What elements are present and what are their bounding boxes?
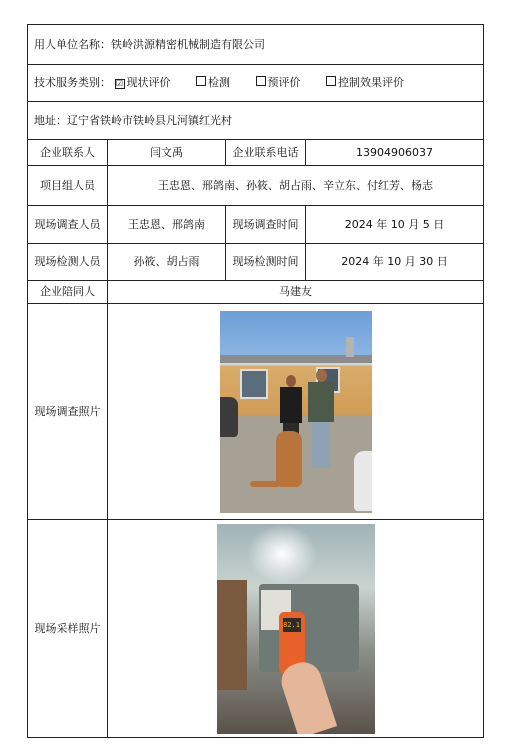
detection-people-value: 孙筱、胡占雨 — [108, 244, 226, 281]
checkbox-empty — [196, 76, 206, 86]
survey-people-value: 王忠恩、邢鸽南 — [108, 206, 226, 244]
survey-time-label: 现场调查时间 — [226, 206, 306, 244]
meter-display: 82.1 — [283, 618, 301, 632]
contact-phone-label: 企业联系电话 — [226, 140, 306, 166]
escort-label: 企业陪同人 — [28, 281, 108, 304]
service-type-row — [28, 65, 484, 102]
checkbox-empty — [326, 76, 336, 86]
option-status-evaluation: ☑ 现状评价 — [115, 76, 171, 89]
address-label: 地址： — [34, 113, 67, 127]
team-value: 王忠恩、邢鸽南、孙筱、胡占雨、辛立东、付红芳、杨志 — [108, 166, 484, 206]
option-control-effect-evaluation: 控制效果评价 — [326, 76, 404, 89]
survey-photo-label: 现场调查照片 — [28, 304, 108, 520]
survey-photo — [220, 311, 372, 513]
sampling-photo-cell — [108, 520, 484, 738]
employer-value: 铁岭洪源精密机械制造有限公司 — [111, 37, 265, 51]
info-form — [27, 24, 484, 738]
checkbox-empty — [256, 76, 266, 86]
contact-person-label: 企业联系人 — [28, 140, 108, 166]
contact-person-value: 闫文禹 — [108, 140, 226, 166]
survey-photo-cell — [108, 304, 484, 520]
detection-time-label: 现场检测时间 — [226, 244, 306, 281]
employer-label: 用人单位名称： — [34, 37, 111, 51]
address-value: 辽宁省铁岭市铁岭县凡河镇红光村 — [67, 113, 232, 127]
sampling-photo-label: 现场采样照片 — [28, 520, 108, 738]
option-pre-evaluation: 预评价 — [256, 76, 301, 89]
option-detection: 检测 — [196, 76, 230, 89]
escort-value: 马建友 — [108, 281, 484, 304]
survey-people-label: 现场调查人员 — [28, 206, 108, 244]
contact-phone-value: 13904906037 — [306, 140, 484, 166]
detection-people-label: 现场检测人员 — [28, 244, 108, 281]
employer-row — [28, 25, 484, 65]
checkbox-checked: ☑ — [115, 79, 124, 88]
survey-time-value: 2024 年 10 月 5 日 — [306, 206, 484, 244]
sampling-photo — [217, 524, 375, 734]
service-type-label: 技术服务类别： — [34, 76, 111, 89]
address-row — [28, 102, 484, 140]
team-label: 项目组人员 — [28, 166, 108, 206]
detection-time-value: 2024 年 10 月 30 日 — [306, 244, 484, 281]
